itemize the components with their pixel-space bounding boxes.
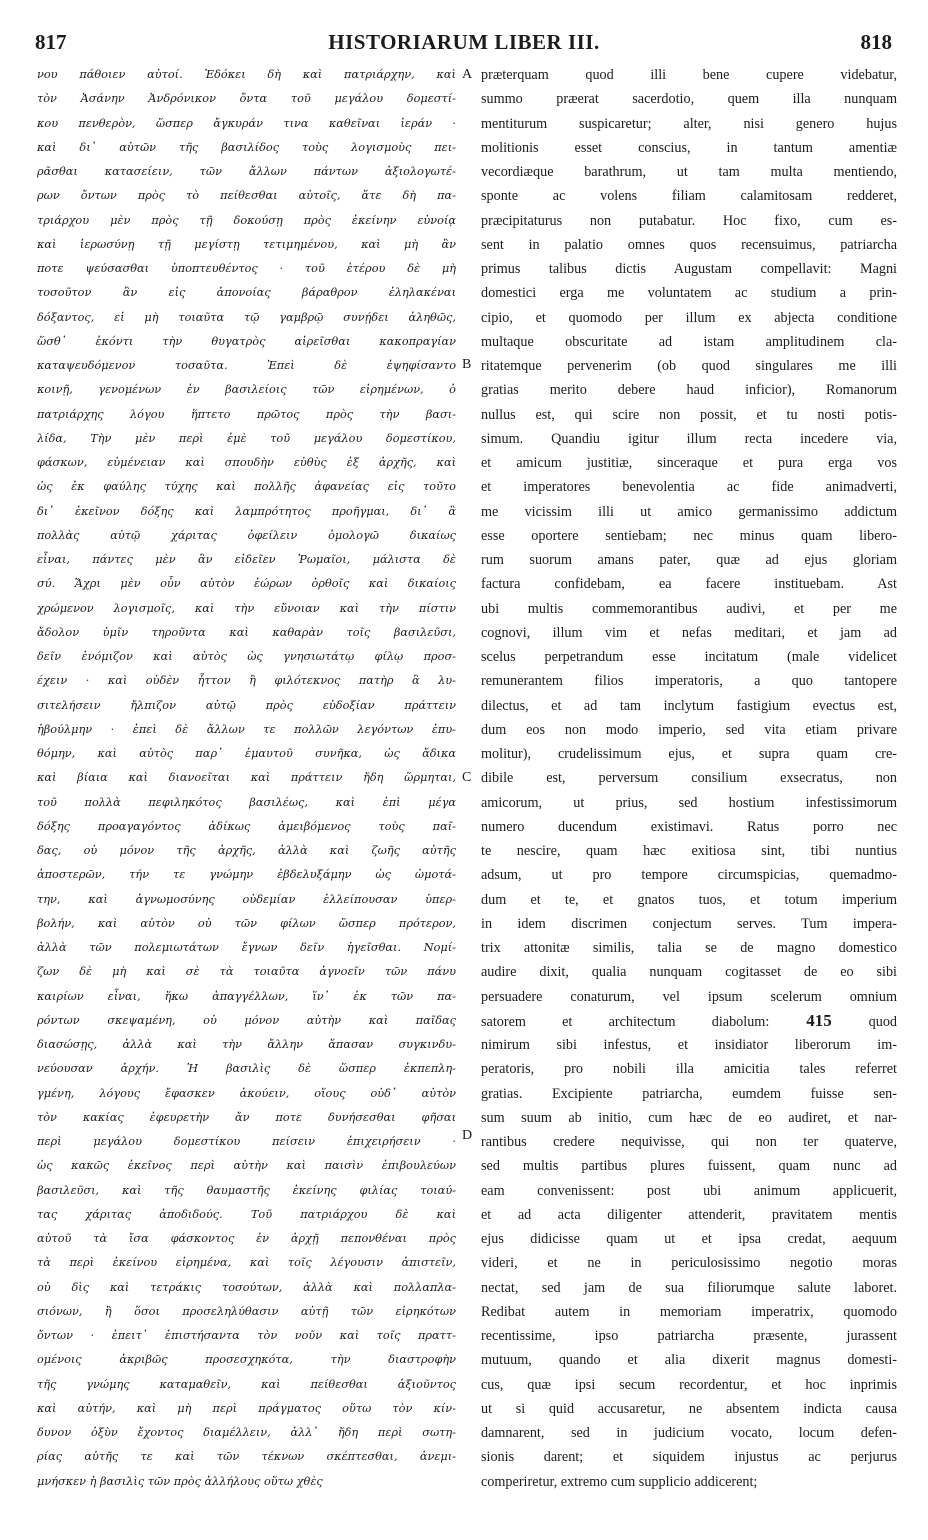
greek-line: σύ. Ἄχρι μὲν οὖν αὐτὸν ἑώρων ὀρθοῖς καὶ δικαίοις	[37, 577, 456, 591]
latin-line: prӕcipitaturus non putabatur. Hoc fixo, cum es-	[481, 212, 897, 229]
latin-line: amicorum, ut prius, sed hostium infestissimorum	[481, 794, 897, 811]
greek-line: ἄδολον ὑμῖν τηροῦντα καὶ καθαρὰν τοῖς βασιλεῦσι,	[37, 625, 456, 639]
greek-text-column	[37, 63, 456, 1494]
latin-line: numero ducendum existimavi. Ratus porro nec	[481, 818, 897, 835]
latin-line: multaque obscuritate ad istam amplitudinem cla-	[481, 333, 897, 350]
greek-line: ἠβούλμην · ἐπεὶ δὲ ἄλλων τε πολλῶν λεγόντων ἐπυ-	[37, 722, 456, 736]
greek-line: ζων δὲ μὴ καὶ σὲ τὰ τοιαῦτα ἀγνοεῖν τῶν πάνυ	[37, 965, 456, 979]
greek-line: κοινῇ, γενομένων ἐν βασιλείοις τῶν εἰρημένων, ὁ	[37, 383, 456, 397]
greek-line: βολήν, καὶ αὐτὸν οὐ τῶν φίλων ὥσπερ πρότερον,	[37, 916, 456, 930]
greek-line: τῆς γνώμης καταμαθεῖν, καὶ πείθεσθαι ἀξιοῦντος	[37, 1377, 456, 1391]
greek-line: ὥσθ᾽ ἑκόντι τὴν θυγατρὸς αἱρεῖσθαι κακοπραγίαν	[37, 334, 456, 348]
greek-line: τοσοῦτον ἂν εἰς ἀπονοίας βάραθρον ἐληλακέναι	[37, 286, 456, 300]
latin-line: ejus didicisse quam ut et ipsa credat, aequum	[481, 1231, 897, 1247]
greek-line: νου πάθοιεν αὐτοί. Ἐδόκει δὴ καὶ πατριάρχην, καὶ	[37, 68, 456, 81]
greek-line: σιόνων, ἢ ὅσοι προσεληλύθασιν αὐτῇ τῶν εἰρηκότων	[37, 1304, 456, 1318]
greek-line: ρᾶσθαι κατασείειν, τῶν ἄλλων πάντων ἀξιολογωτέ-	[37, 165, 456, 178]
running-title: HISTORIARUM LIBER III.	[328, 30, 600, 54]
latin-line: audire dixit, qualia nunquam cogitasset de eo sibi	[481, 964, 897, 981]
greek-line: καὶ αὐτήν, καὶ μὴ περὶ πράγματος οὕτω τὸν κίν-	[37, 1401, 456, 1415]
latin-line: summo prӕerat sacerdotio, quem illa nunquam	[481, 91, 897, 108]
greek-line: την, καὶ ἀγνωμοσύνης οὐδεμίαν ἐλλείπουσαν ὑπερ-	[37, 892, 456, 906]
latin-line: et imperatores benevolentia ac fide animadverti,	[481, 479, 897, 496]
greek-line: ὄντων · ἐπειτ᾽ ἐπιστήσαντα τὸν νοῦν καὶ τοῖς πραττ-	[37, 1329, 456, 1342]
latin-line: et ad acta diligenter attenderit, pravitatem mentis	[481, 1206, 897, 1223]
page-number-right: 818	[860, 30, 892, 54]
latin-line: esse oportere sentiebam; nec minus quam libero-	[481, 527, 897, 544]
greek-line: κου πενθερὸν, ὥσπερ ἄγκυράν τινα καθεῖναι ἱεράν ·	[37, 116, 456, 130]
greek-line: σιτελήσειν ἤλπιζον αὐτῷ πρὸς εὐδοξίαν πράττειν	[37, 698, 456, 712]
greek-line: πατριάρχης λόγου ἥπτετο πρῶτος πρὸς τὴν βασι-	[37, 407, 456, 421]
latin-line: sed multis partibus plures fuissent, quam nunc ad	[481, 1158, 897, 1175]
latin-line: dibile est, perversum consilium exsecratus, non	[481, 770, 897, 787]
latin-line: nectat, sed jam de sua filiorumque salute laboret.	[481, 1279, 897, 1296]
greek-line: αὐτοῦ τὰ ἴσα φάσκοντος ἐν ἀρχῇ πεπονθέναι πρὸς	[37, 1232, 456, 1245]
greek-line: περὶ μεγάλου δομεστίκου πείσειν ἐπιχειρήσειν ·	[37, 1135, 456, 1148]
latin-line: sponte ac volens filiam calamitosam redderet,	[481, 188, 897, 205]
greek-line: ἀλλὰ τῶν πολεμιωτάτων ἔγνων δεῖν ἡγεῖσθαι. Νομί-	[37, 941, 456, 954]
latin-line: eam convenissent: post ubi animum applicuerit,	[481, 1182, 897, 1199]
latin-line-suffix: quod	[868, 1013, 897, 1030]
latin-line: prӕterquam quod illi bene cupere videbatur,	[481, 67, 897, 83]
latin-line: ubi multis commemorantibus audivi, et per me	[481, 600, 897, 617]
greek-line: φάσκων, εὐμένειαν καὶ σπουδὴν εὐθὺς ἐξ ἀρχῆς, καὶ	[37, 456, 456, 469]
latin-line: Redibat autem in memoriam imperatrix, quomodo	[481, 1303, 897, 1320]
greek-line: ἀποστερῶν, τήν τε γνώμην ἐβδελυξάμην ὡς ὠμοτά-	[37, 868, 456, 882]
greek-line: έχειν · καὶ οὐδὲν ἧττον ἢ φιλότεκνος πατὴρ ἃ λυ-	[37, 674, 456, 688]
latin-line: comperiretur, extremo cum supplicio addicerent;	[481, 1473, 758, 1490]
greek-line: διασώσῃς, ἀλλὰ καὶ τὴν ἄλλην ἅπασαν συγκινδυ-	[37, 1038, 456, 1051]
inline-page-number: 415	[769, 1010, 869, 1030]
greek-line: τριάρχου μὲν πρὸς τῇ δοκούσῃ πρὸς ἐκείνην εὐνοίᾳ	[37, 213, 456, 227]
greek-line: βασιλεῦσι, καὶ τῆς θαυμαστῆς ἐκείνης φιλίας τοιαύ-	[37, 1183, 456, 1197]
margin-letter-d: D	[462, 1128, 473, 1143]
latin-line: molitur), crudelissimum ejus, et supra quam cre-	[481, 746, 897, 762]
margin-letter-a: A	[462, 67, 473, 82]
latin-line: cipio, et quomodo per illum ex abjecta conditione	[481, 309, 897, 326]
latin-line: videri, et ne in periculosissimo negotio moras	[481, 1255, 897, 1272]
latin-line: molitionis esset conscius, in tantum amentiӕ	[481, 139, 897, 156]
greek-line: ὡς κακῶς ἐκεῖνος περὶ αὐτὴν καὶ παισὶν ἐπιβουλεύων	[37, 1159, 456, 1173]
latin-line: simum. Quandiu igitur illum recta incedere via,	[481, 430, 897, 447]
latin-line: me vicissim illi ut amico germanissimo addictum	[481, 503, 897, 520]
latin-line: satorem et architectum diabolum: 415 quod	[481, 1010, 897, 1030]
greek-line: χρώμενον λογισμοῖς, καὶ τὴν εὔνοιαν καὶ τὴν πίστιν	[37, 601, 456, 615]
greek-line: καιρίων εἶναι, ἥκω ἀπαγγέλλων, ἵν᾽ ἐκ τῶν πα-	[37, 989, 456, 1003]
greek-line: οὐ δὶς καὶ τετράκις τοσούτων, ἀλλὰ καὶ πολλαπλα-	[37, 1280, 456, 1294]
latin-line: te nescire, quam hӕc exitiosa sint, tibi nuntius	[481, 843, 897, 859]
latin-line: vecordiӕque barathrum, ut tam multa mentiendo,	[481, 164, 897, 180]
greek-line: ποτε ψεύσασθαι ὑποπτευθέντος · τοῦ ἑτέρου δὲ μὴ	[37, 262, 456, 275]
latin-text-column	[481, 63, 897, 1494]
latin-line: mentiturum suspicaretur; alter, nisi genero hujus	[481, 115, 897, 132]
latin-line: persuadere conaturum, vel ipsum scelerum omnium	[481, 988, 897, 1005]
latin-line: rantibus credere nequivisse, qui non ter quaterve,	[481, 1134, 897, 1150]
latin-line: ritatemque pervenerim (ob quod singulares me illi	[481, 358, 897, 374]
latin-line: nullus est, qui scire non possit, et tu nosti potis-	[481, 406, 897, 423]
greek-line: δυνον ὀξὺν ἔχοντος διαμέλλειν, ἀλλ᾽ ἤδη περὶ σωτη-	[37, 1426, 456, 1439]
latin-line: dilectus, et ad tam inclytum fastigium evectus est,	[481, 697, 897, 714]
latin-line: gratias. Excipiente patriarcha, eumdem fuisse sen-	[481, 1085, 897, 1102]
greek-line: καταψευδόμενον τοσαῦτα. Ἐπεὶ δὲ ἐψηφίσαντο	[37, 359, 456, 372]
greek-line: δι᾽ ἐκεῖνον δόξης καὶ λαμπρότητος προῆγμαι, δι᾽ ἃ	[37, 504, 456, 518]
latin-line: dum eos non modo imperio, sed vita etiam privare	[481, 721, 897, 738]
greek-line: εἶναι, πάντες μὲν ἂν εἰδεῖεν Ῥωμαῖοι, μάλιστα δὲ	[37, 553, 456, 566]
latin-line: adsum, ut pro tempore circumspicias, quemadmo-	[481, 867, 897, 884]
latin-line: sionis darent; et siquidem injustus ac perjurus	[481, 1449, 897, 1466]
latin-line: domestici erga me voluntatem ac studium a prin-	[481, 285, 897, 302]
latin-line: nimirum sibi infestus, et insidiator liberorum im-	[481, 1037, 897, 1053]
latin-line: cognovi, illum vim et nefas meditari, et jam ad	[481, 624, 897, 641]
margin-letter-b: B	[462, 357, 472, 372]
greek-line: μνήσκεν ἡ βασιλὶς τῶν πρὸς ἀλλήλους οὕτω χθὲς	[37, 1474, 323, 1488]
greek-line: ρων ὄντων πρὸς τὸ πείθεσθαι αὐτοῖς, ἅτε δὴ πα-	[37, 189, 456, 203]
latin-line: dum et te, et gnatos tuos, et totum imperium	[481, 891, 897, 908]
latin-line: peratoris, pro nobili illa amicitia tales referret	[481, 1061, 897, 1078]
page-number-left: 817	[35, 30, 67, 54]
greek-line: ὡς ἐκ φαύλης τύχης καὶ πολλῆς ἀφανείας εἰς τοῦτο	[37, 480, 456, 494]
latin-line: rum suorum amans pater, quӕ ad ejus gloriam	[481, 552, 897, 568]
latin-line: damnarent, sed in judicium vocato, locum defen-	[481, 1425, 897, 1441]
greek-line: καὶ βίαια καὶ διανοεῖται καὶ πράττειν ἤδη ὥρμηται,	[37, 771, 456, 785]
greek-line: θόμην, καὶ αὐτὸς παρ᾽ ἐμαυτοῦ συνῆκα, ὡς ἄδικα	[37, 747, 456, 760]
latin-line: in idem discrimen conjectum serves. Tum impera-	[481, 915, 897, 932]
greek-line: γμένη, λόγους ἔφασκεν ἀκούειν, οἵους οὐδ᾽ αὐτὸν	[37, 1086, 456, 1100]
latin-line: mutuum, quando et alia dixerit magnus domesti-	[481, 1352, 897, 1369]
greek-line: δόξης προαγαγόντος ἀδίκως ἀμειβόμενος τοὺς παῖ-	[37, 819, 456, 833]
greek-line: τὸν κακίας ἐφευρετὴν ἄν ποτε δυνήσεσθαι φῆσαι	[37, 1110, 456, 1124]
latin-line: scelus perpetrandum esse incitatum (male videlicet	[481, 649, 897, 665]
latin-line: trix attonitӕ similis, talia se de magno domestico	[481, 940, 897, 956]
greek-line: τὸν Ἀσάνην Ἀνδρόνικον ὄντα τοῦ μεγάλου δομεστί-	[37, 92, 456, 106]
greek-line: λίδα, Τὴν μὲν περὶ ἐμὲ τοῦ μεγάλου δομεστίκου,	[37, 431, 456, 445]
greek-line: τοῦ πολλὰ πεφιληκότος βασιλέως, καὶ ἐπὶ μέγα	[37, 795, 456, 809]
greek-line: δόξαντος, εἰ μὴ τοιαῦτα τῷ γαμβρῷ συνῄδει ἀληθῶς,	[37, 310, 456, 324]
latin-line: ut si quid accusaretur, ne absentem indicta causa	[481, 1400, 897, 1417]
latin-line: cus, quӕ ipsi secum recordentur, et hoc inprimis	[481, 1376, 897, 1393]
latin-line: sum suum ab initio, cum hӕc de eo audiret, et nar-	[481, 1109, 897, 1126]
latin-line: recentissime, ipso patriarcha prӕsente, jurassent	[481, 1328, 897, 1344]
greek-line: τας χάριτας ἀποδιδούς. Τοῦ πατριάρχου δὲ καὶ	[37, 1207, 456, 1221]
latin-line: gratias merito debere haud inficior), Romanorum	[481, 382, 897, 399]
latin-line: factura confidebam, ea facere instituebam. Ast	[481, 576, 897, 593]
greek-line: πολλὰς αὐτῷ χάριτας ὀφείλειν ὁμολογῶ δικαίως	[37, 528, 456, 542]
greek-line: νεύουσαν ἀρχήν. Ἡ βασιλὶς δὲ ὥσπερ ἐκπεπλη-	[37, 1062, 456, 1076]
latin-line: primus talibus dictis Augustam compellavit: Magni	[481, 261, 897, 277]
greek-line: ρίας αὐτῆς τε καὶ τῶν τέκνων σκέπτεσθαι, ἀνεμι-	[37, 1450, 456, 1464]
greek-line: ρόντων σκεψαμένη, οὐ μόνον αὐτὴν καὶ παῖδας	[37, 1013, 456, 1027]
greek-line: δεῖν ἐνόμιζον καὶ αὐτὸς ὡς γνησιωτάτῳ φίλῳ προσ-	[37, 650, 456, 663]
greek-line: τὰ περὶ ἐκείνου εἰρημένα, καὶ τοῖς λέγουσιν ἀπιστεῖν,	[37, 1256, 456, 1270]
latin-line: et amicum justitiӕ, sinceraque et pura erga vos	[481, 455, 897, 471]
greek-line: ομένοις ἀκριβῶς προσεσχηκότα, τὴν διαστροφὴν	[37, 1353, 456, 1367]
latin-line: sent in palatio omnes quos recensuimus, patriarcha	[481, 236, 897, 253]
greek-line: δας, οὐ μόνον τῆς ἀρχῆς, ἀλλὰ καὶ ζωῆς αὐτῆς	[37, 844, 456, 857]
latin-line: remunerantem filios imperatoris, a quo tantopere	[481, 673, 897, 690]
greek-line: καὶ δι᾽ αὐτῶν τῆς βασιλίδος τοὺς λογισμοὺς πει-	[37, 140, 456, 154]
greek-line: καὶ ἱερωσύνῃ τῇ μεγίστῃ τετιμημένου, καὶ μὴ ἂν	[37, 237, 456, 251]
margin-letter-c: C	[462, 770, 472, 785]
